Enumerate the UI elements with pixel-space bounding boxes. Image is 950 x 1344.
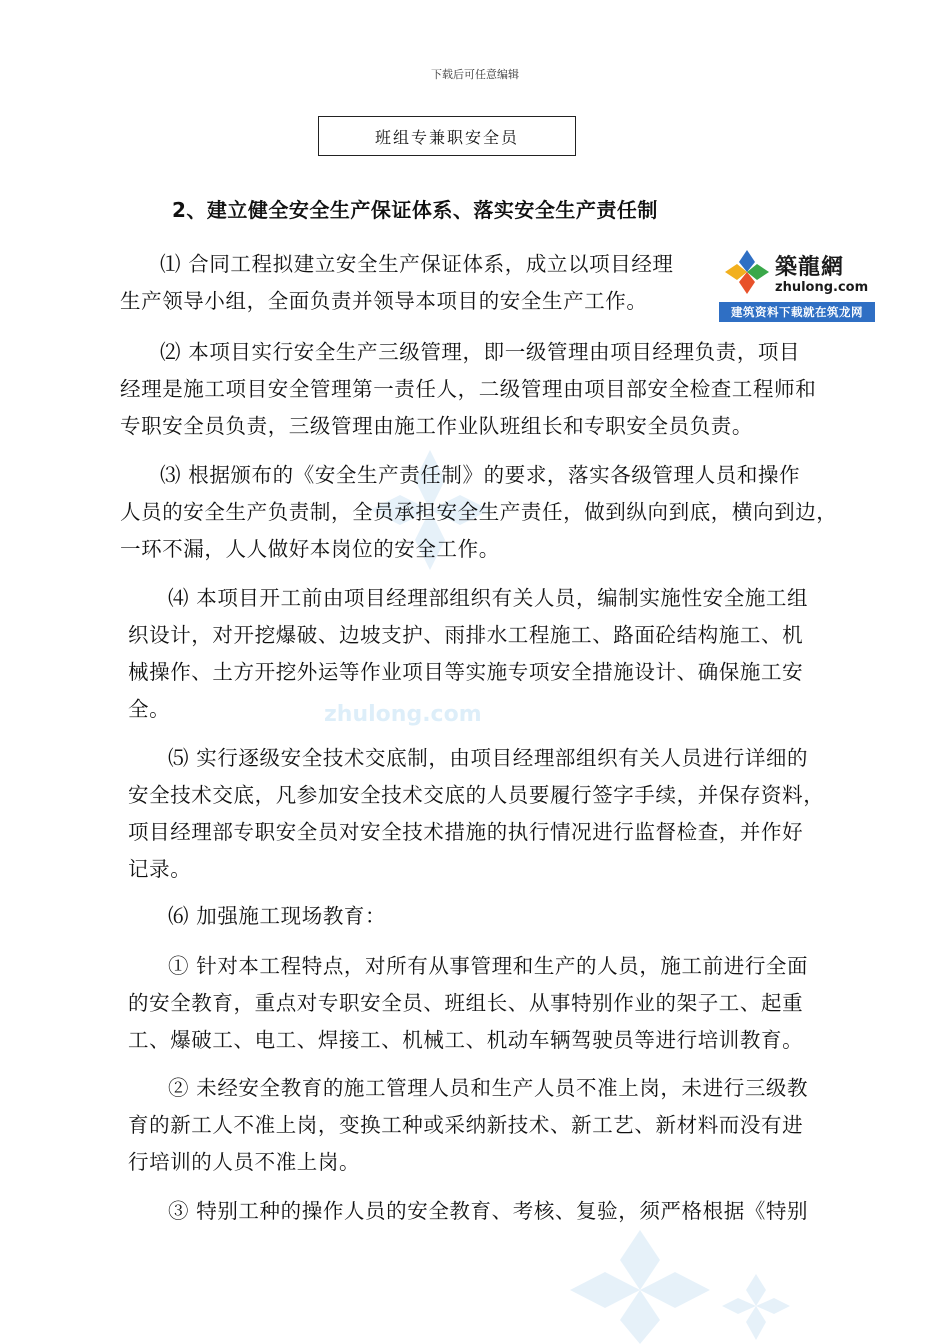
paragraph-2: ⑵ 本项目实行安全生产三级管理，即一级管理由项目经理负责，项目 经理是施工项目安全管理第一责任人，二级管理由项目部安全检查工程师和 专职安全员负责，三级管理由施工作业队班组长和专职安全员负责。 <box>120 340 817 438</box>
paragraph-5: ⑸ 实行逐级安全技术交底制，由项目经理部组织有关人员进行详细的 安全技术交底，凡参加安全技术交底的人员要履行签字手续，并保存资料， 项目经理部专职安全员对安全技术措施的执行情况进行监督检查，并作好 记录。 <box>128 746 825 881</box>
paragraph-3: ⑶ 根据颁布的《安全生产责任制》的要求，落实各级管理人员和操作 人员的安全生产负责制，全员承担安全生产责任，做到纵向到底，横向到边， 一环不漏，人人做好本岗位的安全工作。 <box>120 463 838 561</box>
watermark-text: zhulong.com <box>324 702 482 727</box>
logo-name-en: zhulong.com <box>775 280 869 295</box>
logo-name-cn: 築龍網 <box>775 255 845 280</box>
paragraph-1-cont: 生产领导小组，全面负责并领导本项目的安全生产工作。 <box>120 289 648 313</box>
section-title: 2、建立健全安全生产保证体系、落实安全生产责任制 <box>172 198 658 222</box>
watermark-snowflake-icon <box>560 1220 720 1344</box>
zhulong-logo <box>719 244 875 322</box>
zhulong-logo-icon <box>723 248 771 296</box>
logo-slogan: 建筑资料下载就在筑龙网 <box>719 302 875 322</box>
paragraph-9: ③ 特别工种的操作人员的安全教育、考核、复验，须严格根据《特别 <box>168 1199 809 1223</box>
paragraph-1: ⑴ 合同工程拟建立安全生产保证体系，成立以项目经理 <box>160 252 674 276</box>
paragraph-6: ⑹ 加强施工现场教育： <box>168 904 387 928</box>
paragraph-7: ① 针对本工程特点，对所有从事管理和生产的人员，施工前进行全面 的安全教育，重点对专职安全员、班组长、从事特别作业的架子工、起重 工、爆破工、电工、焊接工、机械工、机动车辆驾驶员等进行培训教育。 <box>128 954 809 1052</box>
paragraph-4: ⑷ 本项目开工前由项目经理部组织有关人员，编制实施性安全施工组 织设计，对开挖爆破、边坡支护、雨排水工程施工、路面砼结构施工、机 械操作、土方开挖外运等作业项目等实施专项安全措施设计、确保施工安 全。 <box>128 586 809 721</box>
org-chart-box: 班组专兼职安全员 <box>318 116 576 156</box>
header-note: 下载后可任意编辑 <box>431 68 519 81</box>
paragraph-8: ② 未经安全教育的施工管理人员和生产人员不准上岗，未进行三级教 育的新工人不准上岗，变换工种或采纳新技术、新工艺、新材料而没有进 行培训的人员不准上岗。 <box>128 1076 809 1174</box>
watermark-snowflake-icon <box>716 1270 796 1344</box>
